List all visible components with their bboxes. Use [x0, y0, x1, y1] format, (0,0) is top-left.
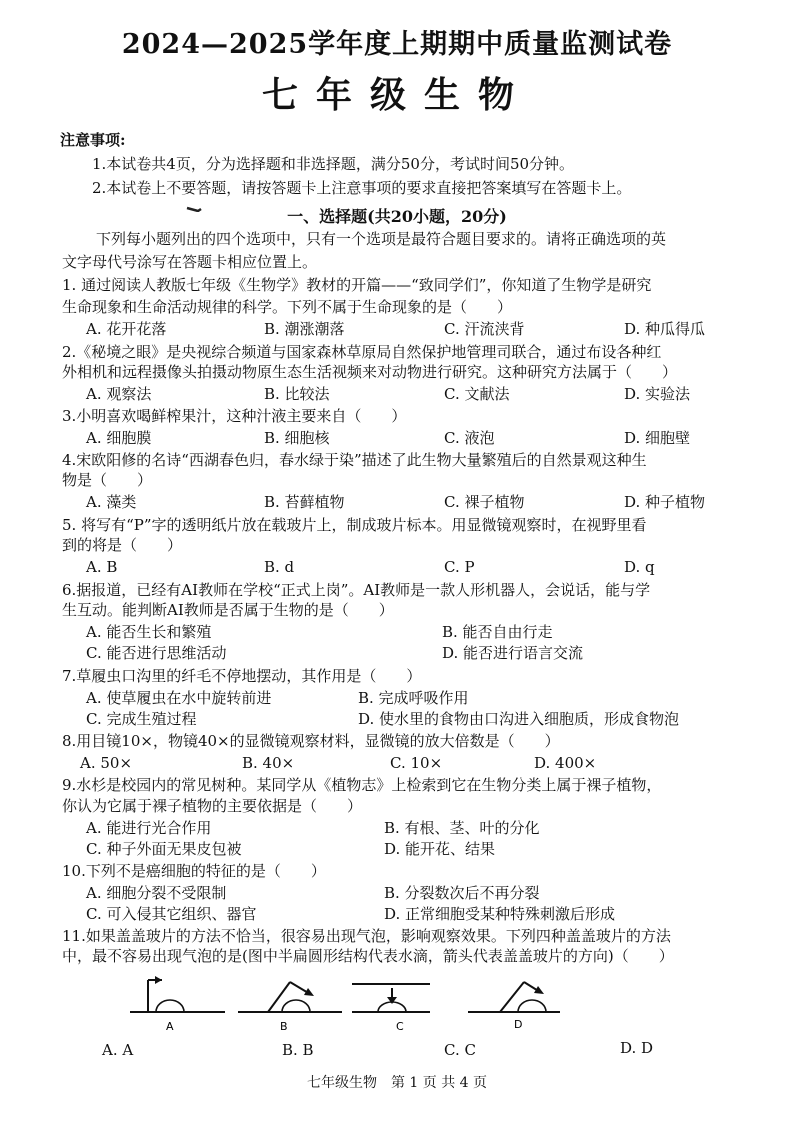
q10-option-b: B. 分裂数次后不再分裂 — [384, 884, 540, 902]
figure-label-a: A — [166, 1020, 174, 1033]
q6-option-c: C. 能否进行思维活动 — [86, 644, 227, 662]
figure-c — [352, 984, 430, 1033]
q3-option-b: B. 细胞核 — [264, 429, 330, 447]
q8-option-a: A. 50× — [80, 754, 133, 772]
question-11-stem-2: 中，最不容易出现气泡的是(图中半扁圆形结构代表水滴，箭头代表盖盖玻片的方向)（ ） — [62, 947, 674, 965]
question-1-stem-1: 1. 通过阅读人教版七年级《生物学》教材的开篇——“致同学们”，你知道了生物学是研究 — [62, 276, 652, 294]
q10-option-a: A. 细胞分裂不受限制 — [86, 884, 227, 902]
q7-option-d: D. 使水里的食物由口沟进入细胞质，形成食物泡 — [358, 710, 680, 728]
q9-option-b: B. 有根、茎、叶的分化 — [384, 819, 540, 837]
page-footer: 七年级生物 第 1 页 共 4 页 — [306, 1075, 488, 1091]
q11-option-b: B. B — [282, 1041, 314, 1059]
question-6-stem-2: 生互动。能判断AI教师是否属于生物的是（ ） — [62, 601, 394, 619]
question-2-stem-2: 外相机和远程摄像头拍摄动物原生态生活视频来对动物进行研究。这种研究方法属于（ ） — [62, 363, 678, 381]
figure-a — [130, 976, 225, 1033]
q11-option-d: D. D — [620, 1039, 654, 1057]
q2-option-a: A. 观察法 — [86, 385, 152, 403]
question-4-stem-1: 4.宋欧阳修的名诗“西湖春色归，春水绿于染”描述了此生物大量繁殖后的自然景观这种生 — [62, 451, 647, 469]
question-9-stem-1: 9.水杉是校园内的常见树种。某同学从《植物志》上检索到它在生物分类上属于裸子植物， — [62, 776, 662, 794]
q2-option-c: C. 文献法 — [444, 385, 510, 403]
section-intro-2: 文字母代号涂写在答题卡相应位置上。 — [62, 253, 318, 271]
q11-option-a: A. A — [102, 1041, 134, 1059]
question-11-stem-1: 11.如果盖盖玻片的方法不恰当，很容易出现气泡，影响观察效果。下列四种盖盖玻片的方法 — [62, 927, 671, 945]
coverslip-figure — [130, 968, 560, 1038]
q8-option-c: C. 10× — [390, 754, 443, 772]
q9-option-c: C. 种子外面无果皮包被 — [86, 840, 242, 858]
q3-option-d: D. 细胞壁 — [624, 429, 691, 447]
q1-option-a: A. 花开花落 — [86, 320, 167, 338]
notice-item-1: 1.本试卷共4页，分为选择题和非选择题，满分50分，考试时间50分钟。 — [92, 155, 575, 173]
q6-option-d: D. 能否进行语言交流 — [442, 644, 584, 662]
exam-title: 2024—2025学年度上期期中质量监测试卷 — [121, 29, 673, 60]
question-1-stem-2: 生命现象和生命活动规律的科学。下列不属于生命现象的是（ ） — [62, 298, 513, 316]
q8-option-b: B. 40× — [242, 754, 295, 772]
q4-option-d: D. 种子植物 — [624, 493, 706, 511]
q1-option-c: C. 汗流浃背 — [444, 320, 525, 338]
figure-label-b: B — [280, 1020, 288, 1033]
q1-option-b: B. 潮涨潮落 — [264, 320, 345, 338]
q5-option-d: D. q — [624, 558, 655, 576]
q7-option-c: C. 完成生殖过程 — [86, 710, 197, 728]
q5-option-c: C. P — [444, 558, 475, 576]
question-7-stem: 7.草履虫口沟里的纤毛不停地摆动，其作用是（ ） — [62, 667, 422, 685]
q6-option-b: B. 能否自由行走 — [442, 623, 553, 641]
question-2-stem-1: 2.《秘境之眼》是央视综合频道与国家森林草原局自然保护地管理司联合，通过布设各种红 — [62, 343, 662, 361]
q2-option-d: D. 实验法 — [624, 385, 691, 403]
figure-label-c: C — [396, 1020, 404, 1033]
section-intro-1: 下列每小题列出的四个选项中，只有一个选项是最符合题目要求的。请将正确选项的英 — [96, 230, 667, 248]
q6-option-a: A. 能否生长和繁殖 — [86, 623, 212, 641]
q7-option-b: B. 完成呼吸作用 — [358, 689, 469, 707]
q1-option-d: D. 种瓜得瓜 — [624, 320, 706, 338]
q2-option-b: B. 比较法 — [264, 385, 330, 403]
subject-title: 七年级生物 — [261, 74, 532, 116]
q8-option-d: D. 400× — [534, 754, 597, 772]
question-3-stem: 3.小明喜欢喝鲜榨果汁，这种汁液主要来自（ ） — [62, 407, 407, 425]
notice-heading: 注意事项: — [60, 131, 126, 149]
q11-option-c: C. C — [444, 1041, 476, 1059]
q5-option-b: B. d — [264, 558, 295, 576]
figure-label-d: D — [514, 1018, 523, 1031]
q4-option-a: A. 藻类 — [86, 493, 137, 511]
section-title: 一、选择题(共20小题，20分) — [287, 207, 507, 226]
figure-b — [238, 982, 342, 1033]
q10-option-d: D. 正常细胞受某种特殊刺激后形成 — [384, 905, 616, 923]
q10-option-c: C. 可入侵其它组织、器官 — [86, 905, 257, 923]
question-5-stem-2: 到的将是（ ） — [62, 536, 183, 554]
q3-option-a: A. 细胞膜 — [86, 429, 152, 447]
question-4-stem-2: 物是（ ） — [62, 471, 153, 489]
q5-option-a: A. B — [86, 558, 118, 576]
question-10-stem: 10.下列不是癌细胞的特征的是（ ） — [62, 862, 326, 880]
question-8-stem: 8.用目镜10×，物镜40×的显微镜观察材料，显微镜的放大倍数是（ ） — [62, 732, 560, 750]
figure-d — [468, 982, 560, 1031]
question-6-stem-1: 6.据报道，已经有AI教师在学校“正式上岗”。AI教师是一款人形机器人，会说话，能与学 — [62, 581, 651, 599]
q4-option-b: B. 苔藓植物 — [264, 493, 345, 511]
question-9-stem-2: 你认为它属于裸子植物的主要依据是（ ） — [62, 797, 363, 815]
q3-option-c: C. 液泡 — [444, 429, 495, 447]
q7-option-a: A. 使草履虫在水中旋转前进 — [86, 689, 272, 707]
q9-option-a: A. 能进行光合作用 — [86, 819, 212, 837]
q4-option-c: C. 裸子植物 — [444, 493, 525, 511]
q9-option-d: D. 能开花、结果 — [384, 840, 496, 858]
question-5-stem-1: 5. 将写有“P”字的透明纸片放在载玻片上，制成玻片标本。用显微镜观察时，在视野里看 — [62, 516, 647, 534]
notice-item-2: 2.本试卷上不要答题，请按答题卡上注意事项的要求直接把答案填写在答题卡上。 — [92, 179, 632, 197]
